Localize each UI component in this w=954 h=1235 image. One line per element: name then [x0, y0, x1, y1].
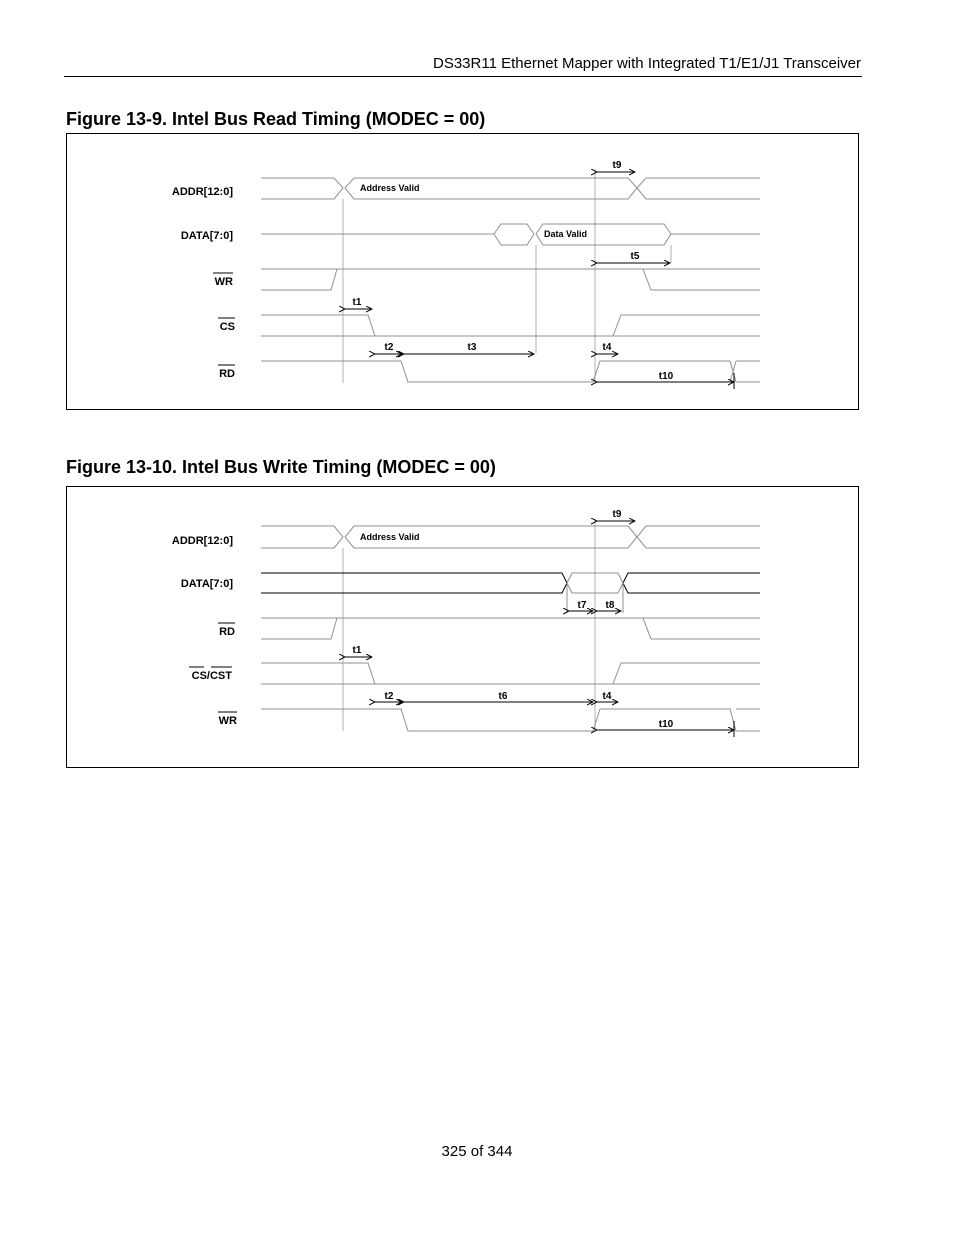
timing-label-t8: t8 [605, 600, 615, 611]
addr-bus-waveform [261, 178, 760, 199]
timing-label-t9: t9 [612, 509, 622, 520]
signal-label-data: DATA[7:0] [180, 578, 233, 590]
timing-label-t10: t10 [658, 371, 674, 382]
addr-bus-waveform [261, 526, 760, 548]
timing-label-t1: t1 [352, 297, 362, 308]
signal-label-wr: WR [218, 715, 237, 727]
timing-label-t5: t5 [630, 251, 640, 262]
signal-label-cs: CS [219, 321, 235, 333]
figure-13-9-title: Figure 13-9. Intel Bus Read Timing (MODEC = 00) [66, 109, 486, 129]
timing-label-t4: t4 [602, 342, 612, 353]
write-timing-diagram [67, 487, 860, 769]
timing-label-t10: t10 [658, 719, 674, 730]
timing-label-t6: t6 [498, 691, 508, 702]
signal-label-addr: ADDR[12:0] [171, 535, 233, 547]
signal-label-wr: WR [214, 276, 233, 288]
read-timing-diagram [67, 134, 860, 411]
rd-waveform [261, 618, 760, 639]
data-valid-label: Data Valid [544, 229, 588, 239]
wr-waveform [261, 709, 760, 731]
document-header-title: DS33R11 Ethernet Mapper with Integrated T1/E1/J1 Transceiver [432, 55, 861, 72]
signal-label-cs-cst: CS/CST [191, 670, 232, 682]
timing-label-t4: t4 [602, 691, 612, 702]
figure-13-10-title: Figure 13-10. Intel Bus Write Timing (MODEC = 00) [66, 457, 496, 477]
cs-cst-waveform [261, 663, 760, 684]
timing-label-t2: t2 [384, 691, 394, 702]
data-bus-waveform [261, 224, 760, 245]
signal-label-rd: RD [219, 626, 235, 638]
rd-waveform [261, 361, 760, 382]
signal-label-rd: RD [219, 368, 235, 380]
signal-label-addr: ADDR[12:0] [171, 186, 233, 198]
figure-13-10-diagram [66, 486, 859, 768]
data-bus-waveform [261, 573, 760, 593]
page-number: 325 of 344 [441, 1143, 513, 1160]
timing-label-t1: t1 [352, 645, 362, 656]
timing-label-t9: t9 [612, 160, 622, 171]
addr-valid-label: Address Valid [360, 532, 420, 542]
cs-waveform [261, 315, 760, 336]
timing-label-t7: t7 [577, 600, 587, 611]
wr-waveform [261, 269, 760, 290]
timing-label-t3: t3 [467, 342, 477, 353]
timing-label-t2: t2 [384, 342, 394, 353]
addr-valid-label: Address Valid [360, 183, 420, 193]
header-rule [64, 76, 862, 77]
signal-label-data: DATA[7:0] [180, 230, 233, 242]
figure-13-9-diagram [66, 133, 859, 410]
